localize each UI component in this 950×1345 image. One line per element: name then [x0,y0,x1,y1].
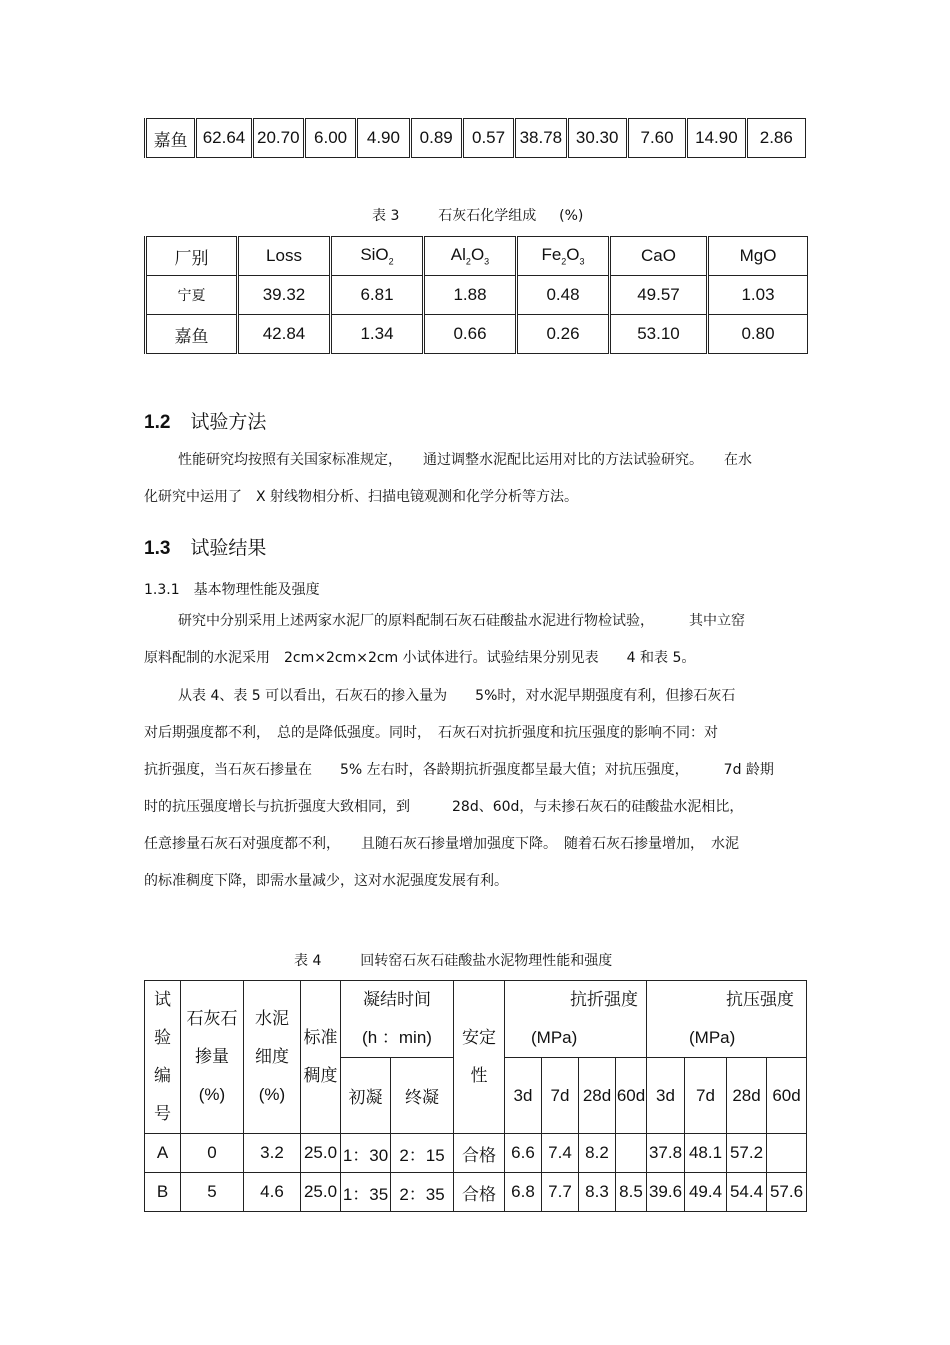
subscript: 2 [388,256,394,267]
section-number: 1.2 [144,412,171,433]
subsection-heading: 1.3.1 基本物理性能及强度 [144,582,320,598]
table-cell [616,1134,647,1173]
table-cell: 7.7 [542,1173,579,1212]
header-line: 性 [470,1066,488,1085]
table-cell: 0.26 [517,315,610,354]
table-cell: 25.0 [301,1173,341,1212]
paragraph [144,603,806,677]
table-cell: 8.5 [616,1173,647,1212]
table-cell: 30.30 [567,119,627,158]
table-row [146,315,808,354]
table-cell: 1.34 [331,315,424,354]
header-cell [505,981,647,1058]
header-line: 凝结时间 [363,990,431,1009]
section-number: 1.3 [144,538,171,559]
caption-number: 表 3 [372,208,400,224]
header-cell: Loss [238,237,331,276]
table-cell: 4.6 [244,1173,301,1212]
table-cell: 54.4 [727,1173,767,1212]
header-cell: 60d [616,1058,647,1134]
table-cell: 6.8 [505,1173,542,1212]
paragraph-line: 任意掺量石灰石对强度都不利， 且随石灰石掺量增加强度下降。 随着石灰石掺量增加， 水泥 [144,836,739,852]
paragraph-line: 抗折强度，当石灰石掺量在 5% 左右时，各龄期抗折强度都呈最大值；对抗压强度， 7d 龄期 [144,762,774,778]
table-row [146,276,808,315]
table-cell: 49.4 [685,1173,727,1212]
table-cell: 合格 [454,1173,505,1212]
subscript: 2 [465,256,471,267]
header-cell: 7d [542,1058,579,1134]
table-cell: 8.2 [579,1134,616,1173]
table-cell: 7.4 [542,1134,579,1173]
header-cell: 厂别 [146,237,238,276]
header-line: (MPa) [531,1028,578,1047]
caption-unit: (%) [559,208,584,224]
header-line: 抗折强度 [570,990,638,1009]
table-cell: 嘉鱼 [146,119,196,158]
table-cell: 39.32 [238,276,331,315]
header-cell [181,981,244,1134]
header-line: 稠度 [303,1066,338,1085]
table-cell: 39.6 [647,1173,685,1212]
table-cell: 1.03 [708,276,808,315]
header-cell: 3d [505,1058,542,1134]
header-line: (%) [198,1085,226,1104]
header-line: 抗压强度 [726,990,795,1009]
header-char: 试 [154,990,171,1009]
header-char: 号 [154,1104,171,1123]
table-cell: 57.6 [767,1173,807,1212]
table2-fragment [144,118,806,158]
table-cell: 2.86 [746,119,805,158]
table4-caption [294,950,612,970]
table4 [144,980,807,1212]
table-cell: 7.60 [627,119,686,158]
table-cell: B [145,1173,181,1212]
subscript: 2 [561,256,567,267]
paragraph-line: 的标准稠度下降，即需水量减少，这对水泥强度发展有利。 [144,873,508,889]
table-cell: 48.1 [685,1134,727,1173]
header-cell: 终凝 [391,1058,454,1134]
header-cell: 7d [685,1058,727,1134]
table-cell: 37.8 [647,1134,685,1173]
section-title: 试验方法 [190,411,267,433]
al2o3-label: Al [450,245,466,265]
header-line: 石灰石 [186,1009,238,1028]
header-cell [244,981,301,1134]
paragraph-line: 时的抗压强度增长与抗折强度大致相同，到 28d、60d，与未掺石灰石的硅酸盐水泥相比， [144,799,744,815]
table-cell: 2：35 [391,1173,454,1212]
table-row [145,1134,807,1173]
header-cell: 28d [579,1058,616,1134]
paragraph-line: 原料配制的水泥采用 2cm×2cm×2cm 小试体进行。试验结果分别见表 4 和表 5。 [144,650,696,666]
header-char: 编 [154,1066,171,1085]
oxygen-label: O [470,245,485,265]
table-cell: 25.0 [301,1134,341,1173]
header-cell: 60d [767,1058,807,1134]
table-cell: 6.81 [331,276,424,315]
table-cell: 57.2 [727,1134,767,1173]
paragraph [144,442,806,516]
table-cell: 0.48 [517,276,610,315]
section-heading [144,407,266,434]
header-line: (h ：min) [362,1028,432,1047]
header-cell [424,237,517,276]
table-cell: 0.89 [410,119,462,158]
header-cell [145,981,181,1134]
header-line: 水泥 [255,1009,289,1028]
sio2-label: SiO [360,245,389,265]
table-cell: A [145,1134,181,1173]
table-cell: 20.70 [252,119,304,158]
table-cell: 6.6 [505,1134,542,1173]
section-heading [144,533,266,560]
header-cell [341,981,454,1058]
header-cell: 3d [647,1058,685,1134]
header-cell: CaO [610,237,708,276]
paragraph-line: 化研究中运用了 X 射线物相分析、扫描电镜观测和化学分析等方法。 [144,489,579,505]
table-cell: 38.78 [515,119,567,158]
subscript: 3 [579,256,585,267]
table-cell: 2：15 [391,1134,454,1173]
table-cell: 宁夏 [146,276,238,315]
header-cell [517,237,610,276]
header-cell: 初凝 [341,1058,391,1134]
header-cell [301,981,341,1134]
table-row [146,119,806,158]
caption-title: 石灰石化学组成 [438,208,537,224]
table-cell: 0.80 [708,315,808,354]
header-cell: 28d [727,1058,767,1134]
table-cell: 1：35 [341,1173,391,1212]
header-line: 标准 [303,1028,338,1047]
header-line: (%) [258,1085,286,1104]
subscript: 3 [484,256,490,267]
header-cell [331,237,424,276]
table-cell: 14.90 [687,119,746,158]
header-line: 细度 [255,1047,289,1066]
header-cell [454,981,505,1134]
fe2o3-label: Fe [541,245,562,265]
table-cell: 4.90 [357,119,410,158]
caption-number: 表 4 [294,953,322,969]
paragraph-line: 对后期强度都不利， 总的是降低强度。同时， 石灰石对抗折强度和抗压强度的影响不同：对 [144,725,718,741]
caption-title: 回转窑石灰石硅酸盐水泥物理性能和强度 [360,953,613,969]
table-cell: 6.00 [304,119,356,158]
paragraph-line: 研究中分别采用上述两家水泥厂的原料配制石灰石硅酸盐水泥进行物检试验， 其中立窑 [178,613,745,629]
table-cell: 1.88 [424,276,517,315]
header-cell [647,981,807,1058]
table3 [144,236,808,354]
header-char: 验 [154,1028,171,1047]
table-header-row [145,981,807,1058]
table-cell: 合格 [454,1134,505,1173]
paragraph-line: 性能研究均按照有关国家标准规定， 通过调整水泥配比运用对比的方法试验研究。 在水 [178,452,752,468]
table-cell: 1：30 [341,1134,391,1173]
paragraph-line: 从表 4、表 5 可以看出，石灰石的掺入量为 5%时，对水泥早期强度有利，但掺石灰石 [178,688,736,704]
table-cell: 0.57 [462,119,514,158]
table-row [145,1173,807,1212]
table-cell: 3.2 [244,1134,301,1173]
header-line: 安定 [462,1028,496,1047]
header-cell: MgO [708,237,808,276]
table-cell: 42.84 [238,315,331,354]
header-line: 掺量 [195,1047,229,1066]
table-cell: 53.10 [610,315,708,354]
table-cell: 嘉鱼 [146,315,238,354]
table-header-row [146,237,808,276]
oxygen-label: O [566,245,580,265]
table-cell: 8.3 [579,1173,616,1212]
header-line: (MPa) [689,1028,736,1047]
table-cell: 62.64 [196,119,252,158]
table-cell: 0.66 [424,315,517,354]
table-cell: 0 [181,1134,244,1173]
table-cell [767,1134,807,1173]
table3-caption [372,205,583,225]
table-cell: 5 [181,1173,244,1212]
table-cell: 49.57 [610,276,708,315]
section-title: 试验结果 [190,537,267,559]
paragraph [144,678,806,900]
